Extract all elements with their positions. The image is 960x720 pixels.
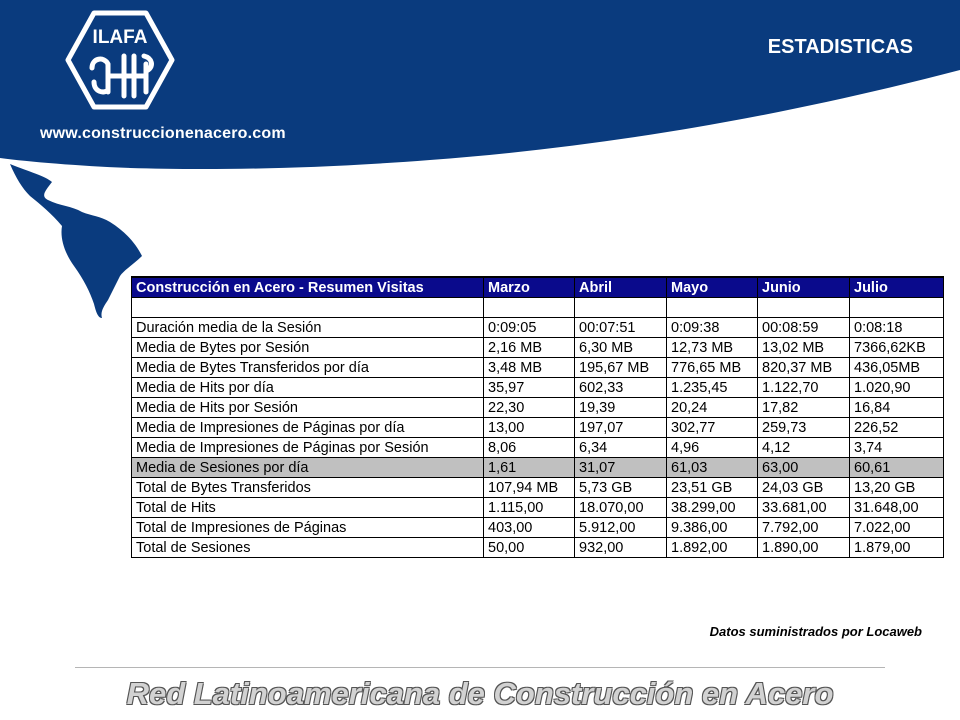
page-title: ESTADISTICAS bbox=[767, 36, 913, 58]
table-cell: 0:09:38 bbox=[667, 318, 758, 338]
table-header-cell: Construcción en Acero - Resumen Visitas bbox=[132, 277, 484, 298]
table-cell: 602,33 bbox=[575, 378, 667, 398]
table-cell: 35,97 bbox=[484, 378, 575, 398]
table-cell: 1.879,00 bbox=[850, 538, 944, 558]
table-row bbox=[132, 498, 944, 518]
table-cell: 00:08:59 bbox=[758, 318, 850, 338]
table-cell: 8,06 bbox=[484, 438, 575, 458]
table-cell: 17,82 bbox=[758, 398, 850, 418]
table-cell: 20,24 bbox=[667, 398, 758, 418]
visits-summary-table bbox=[131, 276, 944, 558]
table-cell: 61,03 bbox=[667, 458, 758, 478]
table-cell: 13,20 GB bbox=[850, 478, 944, 498]
table-cell: 195,67 MB bbox=[575, 358, 667, 378]
table-cell: 63,00 bbox=[758, 458, 850, 478]
table-cell: 226,52 bbox=[850, 418, 944, 438]
table-cell: 1.235,45 bbox=[667, 378, 758, 398]
table-cell: Total de Hits bbox=[132, 498, 484, 518]
table-cell: 107,94 MB bbox=[484, 478, 575, 498]
table-cell: 6,30 MB bbox=[575, 338, 667, 358]
table-row-highlighted bbox=[132, 458, 944, 478]
footer-divider bbox=[75, 667, 885, 668]
table-header-cell: Julio bbox=[850, 277, 944, 298]
map-silhouette bbox=[10, 164, 142, 318]
table-row bbox=[132, 518, 944, 538]
table-cell: 4,12 bbox=[758, 438, 850, 458]
table-cell: Media de Bytes Transferidos por día bbox=[132, 358, 484, 378]
table-cell: 1.115,00 bbox=[484, 498, 575, 518]
table-header-cell: Junio bbox=[758, 277, 850, 298]
table-cell: Media de Bytes por Sesión bbox=[132, 338, 484, 358]
table-row bbox=[132, 358, 944, 378]
table-cell: 31.648,00 bbox=[850, 498, 944, 518]
table-cell: 776,65 MB bbox=[667, 358, 758, 378]
table-empty-row bbox=[132, 298, 944, 318]
table-header-cell: Marzo bbox=[484, 277, 575, 298]
table-cell: Media de Impresiones de Páginas por día bbox=[132, 418, 484, 438]
table-cell: 33.681,00 bbox=[758, 498, 850, 518]
table-cell: Media de Hits por Sesión bbox=[132, 398, 484, 418]
table-cell: 13,02 MB bbox=[758, 338, 850, 358]
table-row bbox=[132, 378, 944, 398]
table-cell: 302,77 bbox=[667, 418, 758, 438]
table-cell: 19,39 bbox=[575, 398, 667, 418]
table-cell: 50,00 bbox=[484, 538, 575, 558]
table-cell: 7.022,00 bbox=[850, 518, 944, 538]
table-cell: 1.020,90 bbox=[850, 378, 944, 398]
table-row bbox=[132, 418, 944, 438]
site-url[interactable]: www.construccionenacero.com bbox=[40, 125, 286, 142]
table-cell: 00:07:51 bbox=[575, 318, 667, 338]
table-cell: Total de Bytes Transferidos bbox=[132, 478, 484, 498]
table-cell: 38.299,00 bbox=[667, 498, 758, 518]
table-cell: 436,05MB bbox=[850, 358, 944, 378]
table-row bbox=[132, 318, 944, 338]
table-cell: 1.892,00 bbox=[667, 538, 758, 558]
table-cell: 2,16 MB bbox=[484, 338, 575, 358]
table-cell: 13,00 bbox=[484, 418, 575, 438]
table-cell: 24,03 GB bbox=[758, 478, 850, 498]
table-cell: Media de Sesiones por día bbox=[132, 458, 484, 478]
table-row bbox=[132, 478, 944, 498]
table-row bbox=[132, 338, 944, 358]
table-cell: Duración media de la Sesión bbox=[132, 318, 484, 338]
table-cell: 3,74 bbox=[850, 438, 944, 458]
table-cell: 5.912,00 bbox=[575, 518, 667, 538]
table-row bbox=[132, 538, 944, 558]
table-cell: 7366,62KB bbox=[850, 338, 944, 358]
table-cell: 1.890,00 bbox=[758, 538, 850, 558]
table-cell: Total de Sesiones bbox=[132, 538, 484, 558]
table-header-cell: Mayo bbox=[667, 277, 758, 298]
source-note: Datos suministrados por Locaweb bbox=[709, 624, 922, 639]
table-cell: 6,34 bbox=[575, 438, 667, 458]
table-row bbox=[132, 438, 944, 458]
logo-text: ILAFA bbox=[92, 27, 148, 48]
table-cell: 932,00 bbox=[575, 538, 667, 558]
table-cell: 22,30 bbox=[484, 398, 575, 418]
table-cell: Total de Impresiones de Páginas bbox=[132, 518, 484, 538]
table-cell: Media de Hits por día bbox=[132, 378, 484, 398]
table-header-row bbox=[132, 277, 944, 298]
table-cell: 31,07 bbox=[575, 458, 667, 478]
table-cell: 197,07 bbox=[575, 418, 667, 438]
table-cell: 18.070,00 bbox=[575, 498, 667, 518]
table-cell: 1.122,70 bbox=[758, 378, 850, 398]
table-cell: 0:09:05 bbox=[484, 318, 575, 338]
table-cell: 23,51 GB bbox=[667, 478, 758, 498]
table-cell: 4,96 bbox=[667, 438, 758, 458]
footer-title: Red Latinoamericana de Construcción en Acero bbox=[126, 676, 834, 711]
ilafa-logo bbox=[64, 10, 176, 110]
table-header-cell: Abril bbox=[575, 277, 667, 298]
table-cell: 403,00 bbox=[484, 518, 575, 538]
table-cell: 259,73 bbox=[758, 418, 850, 438]
table-cell: 60,61 bbox=[850, 458, 944, 478]
table-cell: 16,84 bbox=[850, 398, 944, 418]
table-cell: 3,48 MB bbox=[484, 358, 575, 378]
table-cell: 7.792,00 bbox=[758, 518, 850, 538]
table-cell: 5,73 GB bbox=[575, 478, 667, 498]
table-cell: 12,73 MB bbox=[667, 338, 758, 358]
table-row bbox=[132, 398, 944, 418]
table-cell: 820,37 MB bbox=[758, 358, 850, 378]
table-cell: 0:08:18 bbox=[850, 318, 944, 338]
table-cell: Media de Impresiones de Páginas por Sesión bbox=[132, 438, 484, 458]
table-cell: 1,61 bbox=[484, 458, 575, 478]
table-cell: 9.386,00 bbox=[667, 518, 758, 538]
